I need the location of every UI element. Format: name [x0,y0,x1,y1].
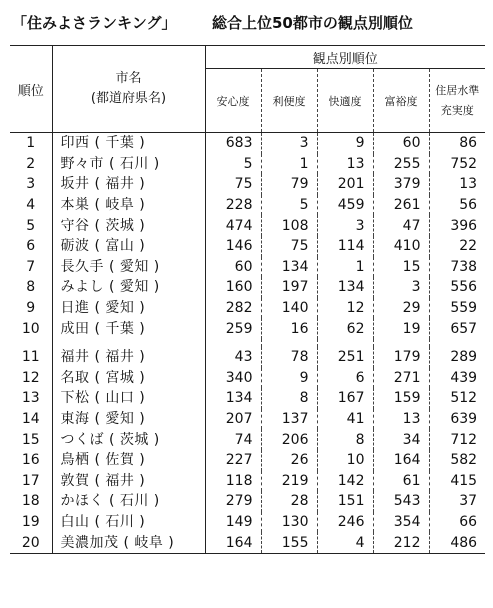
table-row [10,368,485,389]
score-cell: 219 [261,471,317,492]
rank-cell: 1 [10,133,52,154]
row-spacer [10,339,485,347]
score-cell: 1 [261,154,317,175]
score-cell: 543 [373,491,429,512]
score-cell: 259 [205,318,261,339]
score-cell: 228 [205,195,261,216]
table-row [10,450,485,471]
score-cell: 26 [261,450,317,471]
score-cell: 289 [450,349,478,366]
score-cell: 56 [459,197,478,214]
score-cell: 12 [317,298,373,319]
score-cell: 459 [317,195,373,216]
table-row [10,277,485,298]
table-row [10,532,485,553]
score-cell: 151 [317,491,373,512]
table-row [10,298,485,319]
city-cell: かほく ( 石川 ) [52,491,205,512]
score-cell: 559 [450,300,478,317]
rank-cell: 9 [10,298,52,319]
score-cell: 61 [373,471,429,492]
city-cell: 日進 ( 愛知 ) [52,298,205,319]
city-cell: 美濃加茂 ( 岐阜 ) [52,532,205,553]
score-cell: 29 [373,298,429,319]
score-cell: 74 [205,429,261,450]
score-cell: 140 [261,298,317,319]
score-cell: 10 [317,450,373,471]
score-cell: 164 [205,532,261,553]
page-title [12,12,482,34]
score-cell: 155 [261,532,317,553]
score-cell: 15 [373,257,429,278]
score-cell: 582 [450,452,478,469]
rank-cell: 16 [10,450,52,471]
score-cell: 34 [373,429,429,450]
ranking-rows [10,133,485,554]
city-cell: 印西 ( 千葉 ) [52,133,205,154]
city-cell: 白山 ( 石川 ) [52,512,205,533]
score-cell: 114 [317,236,373,257]
score-cell: 75 [261,236,317,257]
header-city [52,46,205,133]
score-cell: 108 [261,215,317,236]
score-cell: 28 [261,491,317,512]
table-row [10,195,485,216]
title-subtitle: 総合上位50都市の観点別順位 [212,14,413,32]
table-row [10,318,485,339]
table-row [10,133,485,154]
header-col-jukyo [429,69,485,133]
rank-cell: 3 [10,174,52,195]
rank-cell: 8 [10,277,52,298]
score-cell: 340 [205,368,261,389]
score-cell: 512 [450,390,478,407]
city-cell: 野々市 ( 石川 ) [52,154,205,175]
header-col-kaiteki: 快適度 [317,69,373,133]
city-cell: 坂井 ( 福井 ) [52,174,205,195]
score-cell: 683 [205,133,261,154]
score-cell: 5 [205,154,261,175]
table-row [10,347,485,368]
city-cell: 福井 ( 福井 ) [52,347,205,368]
score-cell: 282 [205,298,261,319]
header-col-jukyo-line2: 充実度 [440,103,474,117]
score-cell: 207 [205,409,261,430]
city-cell: 本巣 ( 岐阜 ) [52,195,205,216]
score-cell: 134 [317,277,373,298]
score-cell: 13 [373,409,429,430]
score-cell: 66 [459,513,478,530]
table-row [10,388,485,409]
rank-cell: 13 [10,388,52,409]
score-cell: 47 [373,215,429,236]
score-cell: 19 [373,318,429,339]
score-cell: 712 [450,431,478,448]
score-cell: 639 [450,411,478,428]
rank-cell: 18 [10,491,52,512]
score-cell: 1 [317,257,373,278]
score-cell: 167 [317,388,373,409]
score-cell: 6 [317,368,373,389]
score-cell: 9 [261,368,317,389]
score-cell: 8 [261,388,317,409]
header-city-line1: 市名 [115,71,142,86]
score-cell: 78 [261,347,317,368]
score-cell: 13 [317,154,373,175]
score-cell: 60 [205,257,261,278]
score-cell: 556 [450,279,478,296]
score-cell: 86 [459,135,478,152]
city-cell: 東海 ( 愛知 ) [52,409,205,430]
score-cell: 60 [373,133,429,154]
score-cell: 354 [373,512,429,533]
table-row [10,512,485,533]
score-cell: 396 [450,217,478,234]
table-row [10,491,485,512]
score-cell: 206 [261,429,317,450]
rank-cell: 14 [10,409,52,430]
score-cell: 43 [205,347,261,368]
rank-cell: 12 [10,368,52,389]
rank-cell: 4 [10,195,52,216]
rank-cell: 7 [10,257,52,278]
city-cell: 長久手 ( 愛知 ) [52,257,205,278]
city-cell: みよし ( 愛知 ) [52,277,205,298]
score-cell: 134 [205,388,261,409]
score-cell: 279 [205,491,261,512]
score-cell: 246 [317,512,373,533]
score-cell: 439 [450,369,478,386]
score-cell: 22 [459,238,478,255]
score-cell: 486 [429,532,485,553]
score-cell: 75 [205,174,261,195]
table-row [10,174,485,195]
rank-cell: 17 [10,471,52,492]
score-cell: 137 [261,409,317,430]
score-cell: 379 [373,174,429,195]
score-cell: 201 [317,174,373,195]
rank-cell: 11 [10,347,52,368]
score-cell: 3 [373,277,429,298]
city-cell: 名取 ( 宮城 ) [52,368,205,389]
score-cell: 130 [261,512,317,533]
score-cell: 179 [373,347,429,368]
table-row [10,429,485,450]
header-group: 観点別順位 [205,46,485,69]
table-row [10,409,485,430]
table-row [10,215,485,236]
score-cell: 752 [450,155,478,172]
rank-cell: 6 [10,236,52,257]
city-cell: 守谷 ( 茨城 ) [52,215,205,236]
table-row [10,236,485,257]
score-cell: 271 [373,368,429,389]
score-cell: 8 [317,429,373,450]
score-cell: 410 [373,236,429,257]
rank-cell: 10 [10,318,52,339]
header-col-jukyo-line1: 住居水準 [435,83,480,97]
score-cell: 13 [459,176,478,193]
rank-cell: 15 [10,429,52,450]
score-cell: 164 [373,450,429,471]
score-cell: 3 [261,133,317,154]
city-cell: 下松 ( 山口 ) [52,388,205,409]
header-col-anshin: 安心度 [205,69,261,133]
rank-cell: 5 [10,215,52,236]
title-ranking: 「住みよさランキング」 [12,14,177,32]
city-cell: つくば ( 茨城 ) [52,429,205,450]
city-cell: 砺波 ( 富山 ) [52,236,205,257]
table-row [10,154,485,175]
score-cell: 37 [459,493,478,510]
score-cell: 9 [317,133,373,154]
score-cell: 4 [317,532,373,553]
city-cell: 成田 ( 千葉 ) [52,318,205,339]
score-cell: 738 [450,258,478,275]
score-cell: 16 [261,318,317,339]
score-cell: 159 [373,388,429,409]
score-cell: 118 [205,471,261,492]
score-cell: 79 [261,174,317,195]
score-cell: 142 [317,471,373,492]
city-cell: 敦賀 ( 福井 ) [52,471,205,492]
score-cell: 160 [205,277,261,298]
score-cell: 3 [317,215,373,236]
score-cell: 41 [317,409,373,430]
score-cell: 197 [261,277,317,298]
header-col-fuyu: 富裕度 [373,69,429,133]
score-cell: 657 [450,320,478,337]
score-cell: 134 [261,257,317,278]
table-row [10,257,485,278]
score-cell: 474 [205,215,261,236]
header-col-riben: 利便度 [261,69,317,133]
score-cell: 149 [205,512,261,533]
score-cell: 146 [205,236,261,257]
score-cell: 415 [450,472,478,489]
table-row [10,471,485,492]
rank-cell: 19 [10,512,52,533]
city-cell: 鳥栖 ( 佐賀 ) [52,450,205,471]
rank-cell: 20 [10,532,52,553]
header-rank: 順位 [10,46,52,133]
score-cell: 212 [373,532,429,553]
header-city-line2: (都道府県名) [90,91,167,106]
score-cell: 5 [261,195,317,216]
score-cell: 62 [317,318,373,339]
score-cell: 251 [317,347,373,368]
score-cell: 227 [205,450,261,471]
score-cell: 261 [373,195,429,216]
rank-cell: 2 [10,154,52,175]
ranking-table [10,45,485,554]
score-cell: 255 [373,154,429,175]
